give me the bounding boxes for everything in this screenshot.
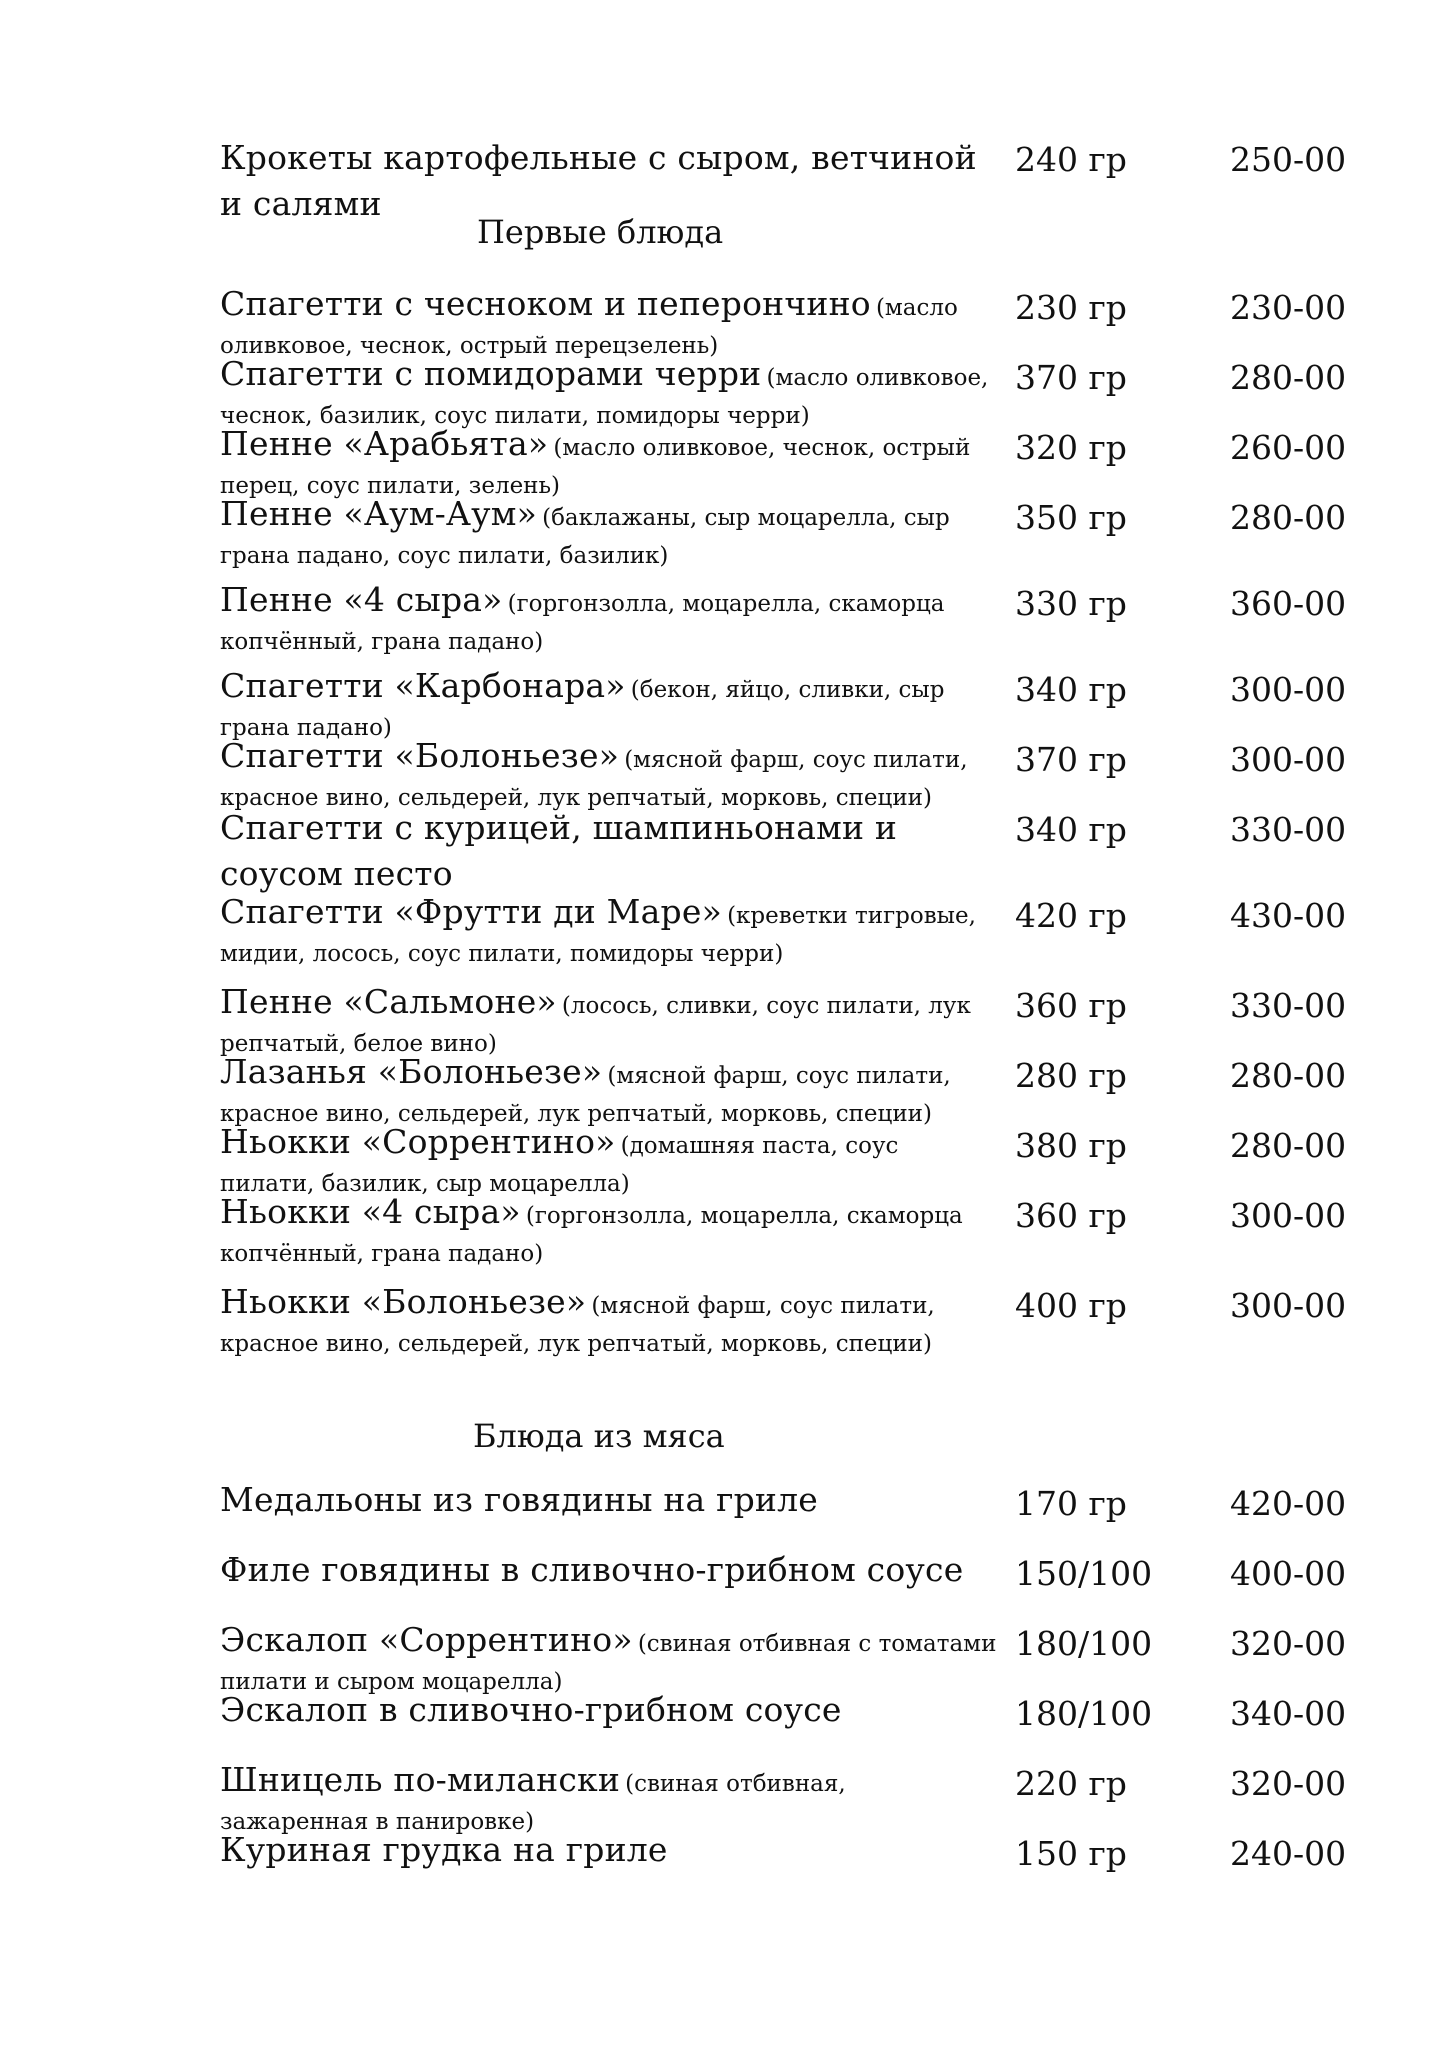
menu-item [220,1760,1360,1835]
item-price: 400-00 [1230,1554,1347,1593]
section-title-first-courses: Первые блюда [477,213,724,251]
menu-item [220,1482,1360,1552]
item-description: (горгонзолла, моцарелла, скаморца копчённый, грана падано) [220,591,945,655]
item-name-block [220,894,1000,974]
item-weight: 240 гр [1015,140,1127,179]
menu-item [220,1052,1360,1127]
item-name: Спагетти «Карбонара» [220,666,626,705]
item-price: 330-00 [1230,986,1347,1025]
item-weight: 400 гр [1015,1286,1127,1325]
item-weight: 420 гр [1015,896,1127,935]
menu-item [220,496,1360,582]
item-price: 280-00 [1230,1056,1347,1095]
item-name: Лазанья «Болоньезе» [220,1052,603,1091]
item-description: (масло оливковое, чеснок, острый перецзелень) [220,295,958,359]
menu-item [220,1122,1360,1197]
menu-item [220,1832,1360,1892]
item-weight: 220 гр [1015,1764,1127,1803]
item-name: Спагетти «Фрутти ди Маре» [220,892,722,931]
item-name-block [220,496,1000,576]
item-price: 260-00 [1230,428,1347,467]
item-name-block [220,1552,1000,1594]
item-weight: 370 гр [1015,358,1127,397]
item-name-block [220,1194,1000,1274]
item-weight: 320 гр [1015,428,1127,467]
item-description: (масло оливковое, чеснок, острый перец, соус пилати, зелень) [220,435,971,499]
item-weight: 340 гр [1015,810,1127,849]
item-weight: 360 гр [1015,986,1127,1025]
item-price: 430-00 [1230,896,1347,935]
item-description: (лосось, сливки, соус пилати, лук репчатый, белое вино) [220,993,971,1057]
item-name: Медальоны из говядины на гриле [220,1480,819,1519]
item-weight: 350 гр [1015,498,1127,537]
item-name: Пенне «Аум-Аум» [220,494,537,533]
item-weight: 330 гр [1015,584,1127,623]
item-description: (домашняя паста, соус пилати, базилик, сыр моцарелла) [220,1133,899,1197]
item-price: 360-00 [1230,584,1347,623]
item-price: 280-00 [1230,498,1347,537]
item-description: (масло оливковое, чеснок, базилик, соус пилати, помидоры черри) [220,365,989,429]
item-name: Шницель по-милански [220,1760,621,1799]
menu-item [220,424,1360,499]
item-price: 280-00 [1230,1126,1347,1165]
item-name: Куриная грудка на гриле [220,1830,668,1869]
item-description: (мясной фарш, соус пилати, красное вино, сельдерей, лук репчатый, морковь, специи) [220,747,968,811]
menu-item [220,284,1360,359]
item-name: Спагетти с курицей, шампиньонами и соусом песто [220,808,898,893]
menu-item [220,582,1360,668]
item-name: Эскалоп в сливочно-грибном соусе [220,1690,842,1729]
item-price: 330-00 [1230,810,1347,849]
item-price: 250-00 [1230,140,1347,179]
menu-item [220,1692,1360,1762]
menu-item [220,1282,1360,1357]
item-name-block [220,1832,1000,1874]
item-weight: 180/100 [1015,1624,1153,1663]
item-weight: 280 гр [1015,1056,1127,1095]
item-name: Пенне «Сальмоне» [220,982,557,1021]
menu-item [220,1194,1360,1284]
item-price: 320-00 [1230,1764,1347,1803]
item-name: Пенне «Арабьята» [220,424,549,463]
item-weight: 230 гр [1015,288,1127,327]
item-price: 320-00 [1230,1624,1347,1663]
item-name-block [220,1284,1000,1364]
item-price: 300-00 [1230,1196,1347,1235]
menu-item [220,982,1360,1057]
first-courses-list [220,284,1360,1357]
item-name: Эскалоп «Соррентино» [220,1620,633,1659]
item-name: Спагетти с помидорами черри [220,354,762,393]
item-description: (мясной фарш, соус пилати, красное вино, сельдерей, лук репчатый, морковь, специи) [220,1293,935,1357]
menu-page [220,138,1360,1892]
item-price: 340-00 [1230,1694,1347,1733]
item-name-block [220,582,1000,662]
menu-item [220,354,1360,429]
item-weight: 370 гр [1015,740,1127,779]
menu-item [220,808,1360,894]
menu-item [220,666,1360,741]
item-description: (горгонзолла, моцарелла, скаморца копчённый, грана падано) [220,1203,963,1267]
menu-item [220,736,1360,811]
item-description: (мясной фарш, соус пилати, красное вино, сельдерей, лук репчатый, морковь, специи) [220,1063,951,1127]
item-name: Крокеты картофельные с сыром, ветчиной и салями [220,138,977,223]
section-title-meat-dishes: Блюда из мяса [473,1417,725,1455]
item-name: Спагетти с чесноком и пеперончино [220,284,871,323]
item-price: 300-00 [1230,670,1347,709]
item-weight: 170 гр [1015,1484,1127,1523]
menu-item [220,1620,1360,1695]
item-name-block [220,738,1000,818]
item-name-block [220,808,940,900]
item-name-block [220,1692,1000,1734]
item-weight: 150/100 [1015,1554,1153,1593]
item-weight: 340 гр [1015,670,1127,709]
item-price: 230-00 [1230,288,1347,327]
item-price: 240-00 [1230,1834,1347,1873]
item-weight: 360 гр [1015,1196,1127,1235]
item-price: 300-00 [1230,1286,1347,1325]
item-name: Пенне «4 сыра» [220,580,503,619]
item-description: (свиная отбивная с томатами пилати и сыром моцарелла) [220,1631,997,1695]
item-description: (баклажаны, сыр моцарелла, сыр грана падано, соус пилати, базилик) [220,505,950,569]
item-weight: 180/100 [1015,1694,1153,1733]
item-description: (бекон, яйцо, сливки, сыр грана падано) [220,677,945,741]
item-name-block [220,138,1000,230]
item-name: Спагетти «Болоньезе» [220,736,620,775]
item-description: (креветки тигровые, мидии, лосось, соус пилати, помидоры черри) [220,903,976,967]
item-weight: 150 гр [1015,1834,1127,1873]
item-name-block [220,1482,1000,1524]
menu-item [220,138,1360,223]
item-description: (свиная отбивная, зажаренная в панировке) [220,1771,846,1835]
menu-item [220,894,1360,984]
item-name: Филе говядины в сливочно-грибном соусе [220,1550,964,1589]
meat-dishes-list [220,1482,1360,1892]
item-price: 420-00 [1230,1484,1347,1523]
item-name: Ньокки «4 сыра» [220,1192,521,1231]
item-name: Ньокки «Соррентино» [220,1122,616,1161]
item-weight: 380 гр [1015,1126,1127,1165]
item-price: 280-00 [1230,358,1347,397]
item-price: 300-00 [1230,740,1347,779]
item-name: Ньокки «Болоньезе» [220,1282,587,1321]
menu-item [220,1552,1360,1622]
